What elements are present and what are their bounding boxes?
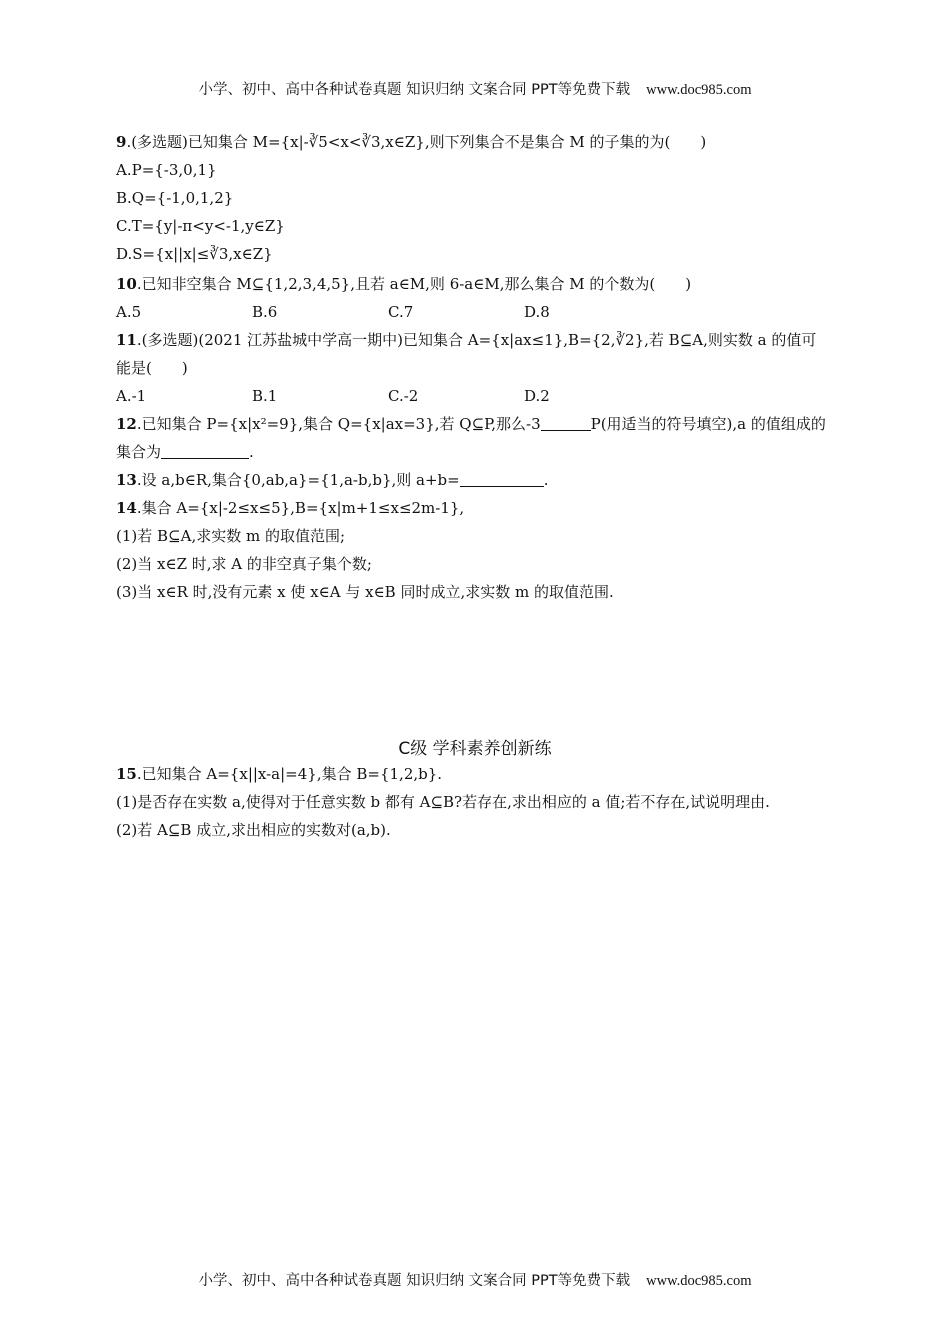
q15-part-2: (2)若 A⊆B 成立,求出相应的实数对(a,b). <box>116 821 391 839</box>
footer-site: www.doc985.com <box>646 1273 752 1289</box>
q13-blank[interactable] <box>460 470 544 487</box>
q11-option-a: A.-1 <box>116 387 147 405</box>
q14-part-3: (3)当 x∈R 时,没有元素 x 使 x∈A 与 x∈B 同时成立,求实数 m 的取值范围. <box>116 583 614 601</box>
q11-option-d: D.2 <box>524 387 550 405</box>
q9-option-c: C.T={y|-π<y<-1,y∈Z} <box>116 217 285 235</box>
q14-stem: 14.集合 A={x|-2≤x≤5},B={x|m+1≤x≤2m-1}, <box>116 499 465 517</box>
page-footer <box>0 1269 950 1290</box>
header-text: 小学、初中、高中各种试卷真题 知识归纳 文案合同 PPT等免费下载 <box>198 82 631 98</box>
q10-options <box>116 298 836 326</box>
q11-stem-cont: 能是( ) <box>116 359 188 377</box>
q12-blank-1[interactable] <box>541 414 591 431</box>
q12-stem: 12.已知集合 P={x|x²=9},集合 Q={x|ax=3},若 Q⊆P,那么-3 P(用适当的符号填空),a 的值组成的 <box>116 415 826 433</box>
q9-stem: 9.(多选题)已知集合 M={x|-∛5<x<∛3,x∈Z},则下列集合不是集合 M 的子集的为( ) <box>116 133 707 151</box>
q11-stem: 11.(多选题)(2021 江苏盐城中学高一期中)已知集合 A={x|ax≤1},B={2,∛2},若 B⊆A,则实数 a 的值可 <box>116 331 817 349</box>
q11-options <box>116 382 836 410</box>
q14-part-2: (2)当 x∈Z 时,求 A 的非空真子集个数; <box>116 555 372 573</box>
q9-option-d: D.S={x||x|≤∛3,x∈Z} <box>116 245 273 263</box>
q9-option-a: A.P={-3,0,1} <box>116 161 217 179</box>
header-site: www.doc985.com <box>646 82 752 98</box>
q11-option-c: C.-2 <box>388 387 419 405</box>
questions-block <box>116 128 836 606</box>
q12-stem-cont: 集合为 . <box>116 443 254 461</box>
q10-option-b: B.6 <box>252 303 278 321</box>
question-15-block <box>116 760 836 844</box>
page-header <box>0 78 950 99</box>
q10-option-a: A.5 <box>116 303 142 321</box>
q10-stem: 10.已知非空集合 M⊆{1,2,3,4,5},且若 a∈M,则 6-a∈M,那么集合 M 的个数为( ) <box>116 275 692 293</box>
q13-stem: 13.设 a,b∈R,集合{0,ab,a}={1,a-b,b},则 a+b= . <box>116 471 549 489</box>
footer-text: 小学、初中、高中各种试卷真题 知识归纳 文案合同 PPT等免费下载 <box>198 1273 631 1289</box>
q9-option-b: B.Q={-1,0,1,2} <box>116 189 234 207</box>
q12-blank-2[interactable] <box>161 442 249 459</box>
q15-part-1: (1)是否存在实数 a,使得对于任意实数 b 都有 A⊆B?若存在,求出相应的 a 值;若不存在,试说明理由. <box>116 793 770 811</box>
section-c-title: C级 学科素养创新练 <box>398 739 552 759</box>
q14-part-1: (1)若 B⊆A,求实数 m 的取值范围; <box>116 527 346 545</box>
q15-stem: 15.已知集合 A={x||x-a|=4},集合 B={1,2,b}. <box>116 765 443 783</box>
q11-option-b: B.1 <box>252 387 278 405</box>
q10-option-c: C.7 <box>388 303 414 321</box>
q10-option-d: D.8 <box>524 303 550 321</box>
